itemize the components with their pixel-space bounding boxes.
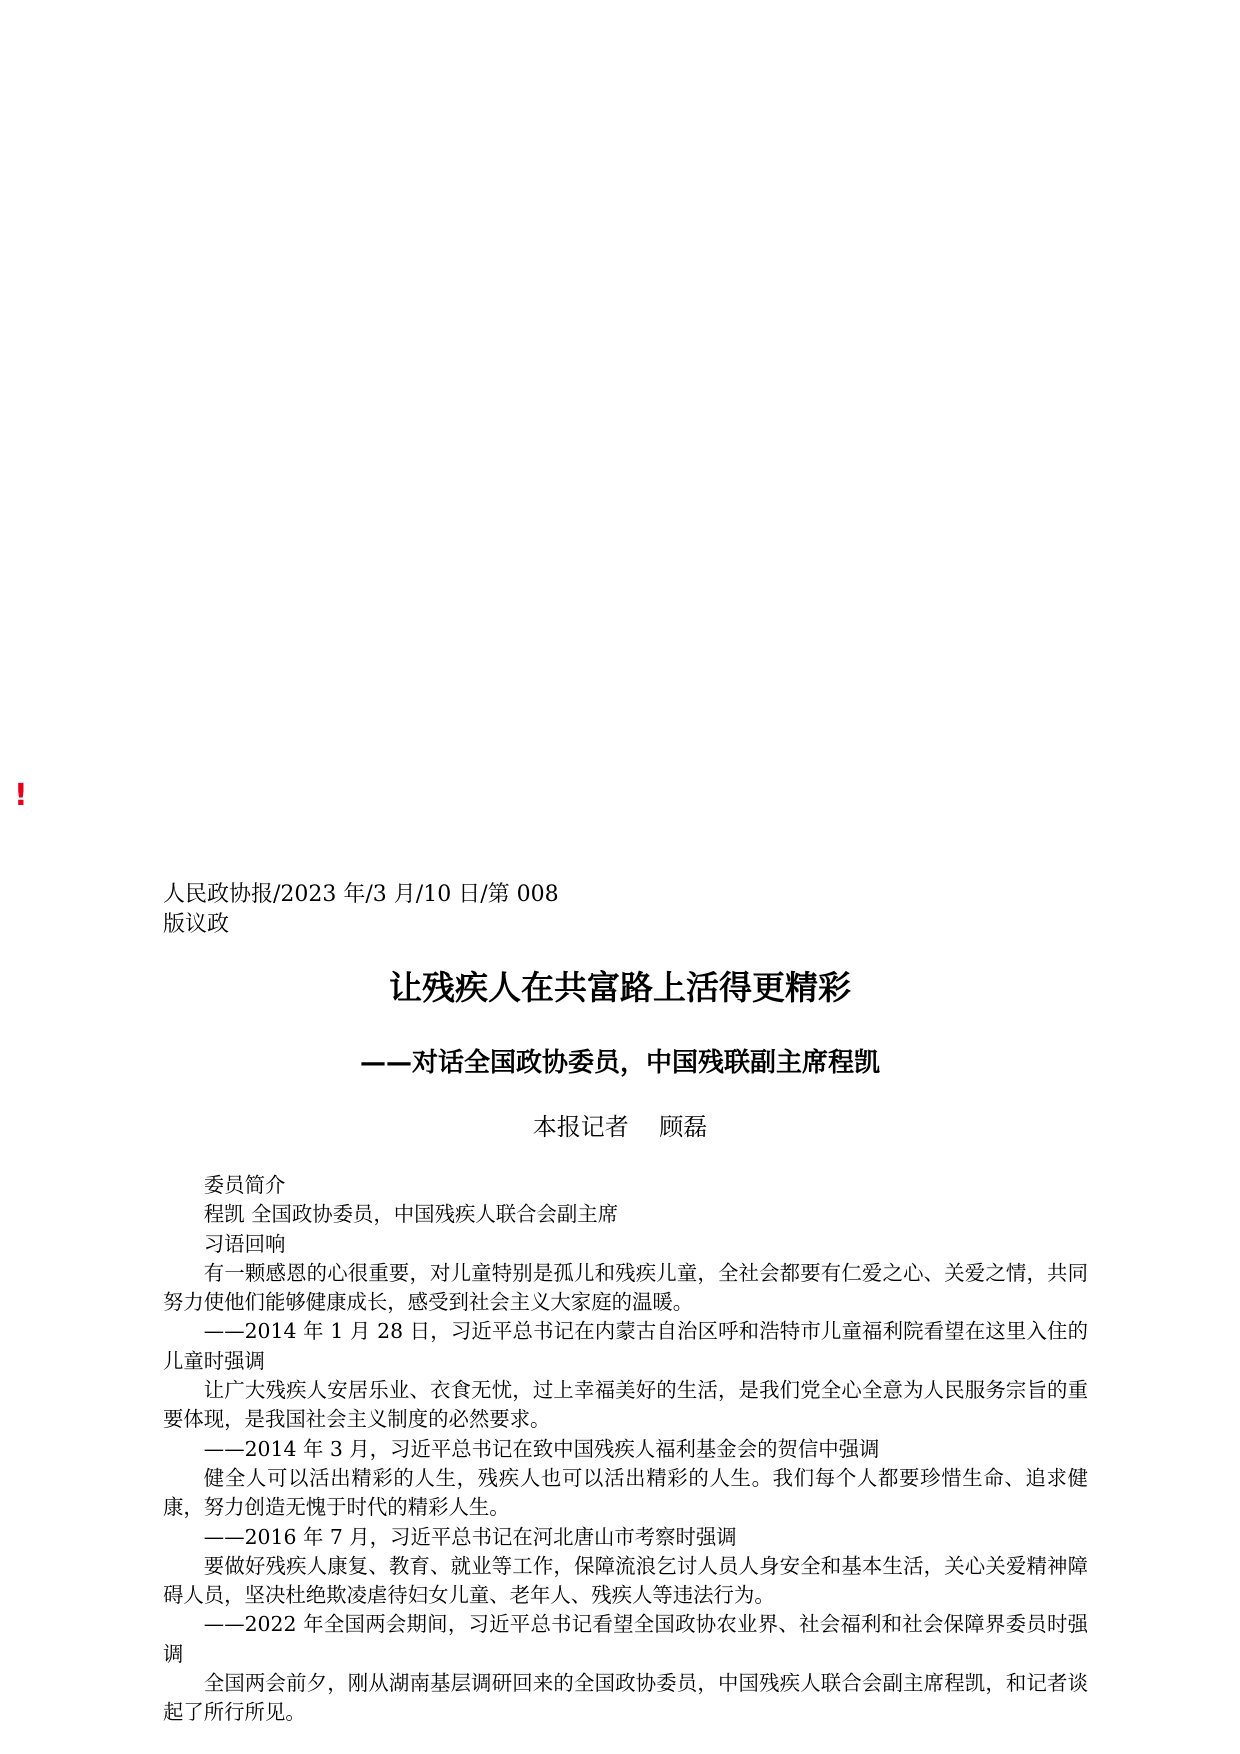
profile-line: 程凯 全国政协委员，中国残疾人联合会副主席	[203, 1202, 619, 1227]
quote-attribution: ——2014 年 1 月 28 日，习近平总书记在内蒙古自治区呼和浩特市儿童福利院看望在这里入住的儿童时强调	[163, 1319, 1088, 1373]
quote-paragraph: 要做好残疾人康复、教育、就业等工作，保障流浪乞讨人员人身安全和基本生活，关心关爱精神障碍人员，坚决杜绝欺凌虐待妇女儿童、老年人、残疾人等违法行为。	[163, 1553, 1088, 1608]
section-heading-quotes: 习语回响	[203, 1231, 286, 1256]
section-heading-profile: 委员简介	[203, 1173, 286, 1197]
quote-paragraph: 让广大残疾人安居乐业、衣食无忧，过上幸福美好的生活，是我们党全心全意为人民服务宗旨的重要体现，是我国社会主义制度的必然要求。	[163, 1378, 1088, 1432]
source-info	[163, 880, 1063, 940]
article-body	[163, 1171, 1088, 1728]
quote-paragraph: 有一颗感恩的心很重要，对儿童特别是孤儿和残疾儿童，全社会都要有仁爱之心、关爱之情，共同努力使他们能够健康成长，感受到社会主义大家庭的温暖。	[163, 1260, 1088, 1315]
article-subtitle: ——对话全国政协委员，中国残联副主席程凯	[359, 1048, 880, 1078]
quote-attribution: ——2014 年 3 月，习近平总书记在致中国残疾人福利基金会的贺信中强调	[203, 1436, 880, 1461]
quote-attribution: ——2016 年 7 月，习近平总书记在河北唐山市考察时强调	[203, 1524, 737, 1549]
quote-attribution: ——2022 年全国两会期间，习近平总书记看望全国政协农业界、社会福利和社会保障界委员时强调	[163, 1612, 1088, 1666]
intro-paragraph: 全国两会前夕，刚从湖南基层调研回来的全国政协委员，中国残疾人联合会副主席程凯，和记者谈起了所行所见。	[163, 1671, 1088, 1725]
exclamation-mark: !	[14, 778, 28, 813]
article-byline: 本报记者 顾磊	[532, 1113, 708, 1141]
quote-paragraph: 健全人可以活出精彩的人生，残疾人也可以活出精彩的人生。我们每个人都要珍惜生命、追求健康，努力创造无愧于时代的精彩人生。	[163, 1465, 1088, 1520]
source-line: 人民政协报/2023 年/3 月/10 日/第 008	[163, 882, 559, 907]
article-title: 让残疾人在共富路上活得更精彩	[389, 968, 851, 1007]
source-line: 版议政	[163, 912, 230, 937]
